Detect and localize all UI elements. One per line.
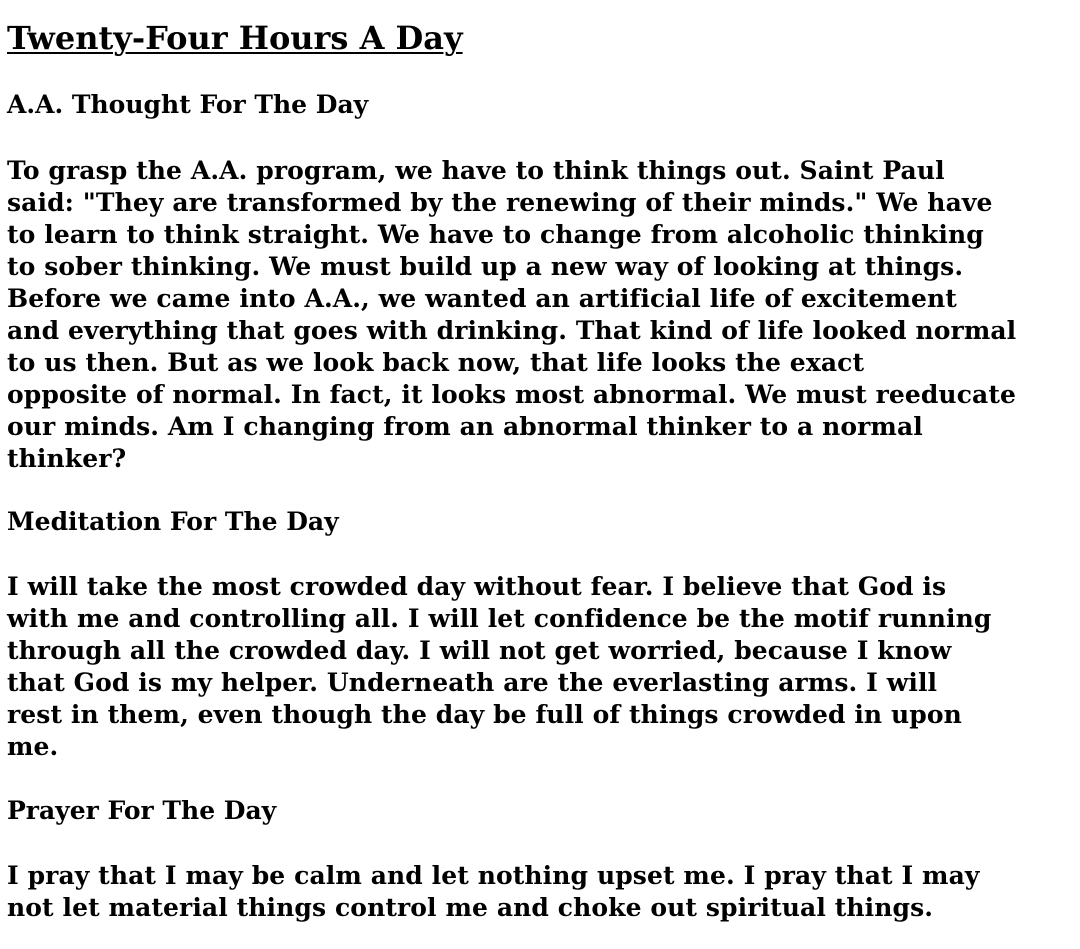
text-line: I pray that I may be calm and let nothing upset me. I pray that I may: [7, 861, 980, 890]
page-title: Twenty-Four Hours A Day: [7, 19, 463, 57]
section-body-thought: [7, 155, 1067, 475]
text-line: said: "They are transformed by the renewing of their minds." We have: [7, 188, 993, 217]
text-line: to learn to think straight. We have to change from alcoholic thinking: [7, 220, 984, 249]
text-line: I will take the most crowded day without fear. I believe that God is: [7, 572, 947, 601]
section-body-meditation: [7, 571, 1067, 763]
section-heading-prayer: Prayer For The Day: [7, 796, 277, 825]
text-line: that God is my helper. Underneath are the everlasting arms. I will: [7, 668, 938, 697]
section-body-prayer: [7, 860, 1067, 924]
text-line: through all the crowded day. I will not get worried, because I know: [7, 636, 952, 665]
text-line: To grasp the A.A. program, we have to think things out. Saint Paul: [7, 156, 945, 185]
text-line: thinker?: [7, 444, 127, 473]
text-line: Before we came into A.A., we wanted an artificial life of excitement: [7, 284, 957, 313]
text-line: and everything that goes with drinking. That kind of life looked normal: [7, 316, 1017, 345]
text-line: rest in them, even though the day be full of things crowded in upon: [7, 700, 962, 729]
text-line: not let material things control me and choke out spiritual things.: [7, 893, 934, 922]
text-line: with me and controlling all. I will let confidence be the motif running: [7, 604, 992, 633]
text-line: our minds. Am I changing from an abnormal thinker to a normal: [7, 412, 923, 441]
section-heading-meditation: Meditation For The Day: [7, 507, 339, 536]
text-line: to us then. But as we look back now, that life looks the exact: [7, 348, 865, 377]
text-line: to sober thinking. We must build up a new way of looking at things.: [7, 252, 964, 281]
section-heading-thought: A.A. Thought For The Day: [7, 90, 369, 119]
text-line: me.: [7, 732, 59, 761]
text-line: opposite of normal. In fact, it looks most abnormal. We must reeducate: [7, 380, 1016, 409]
